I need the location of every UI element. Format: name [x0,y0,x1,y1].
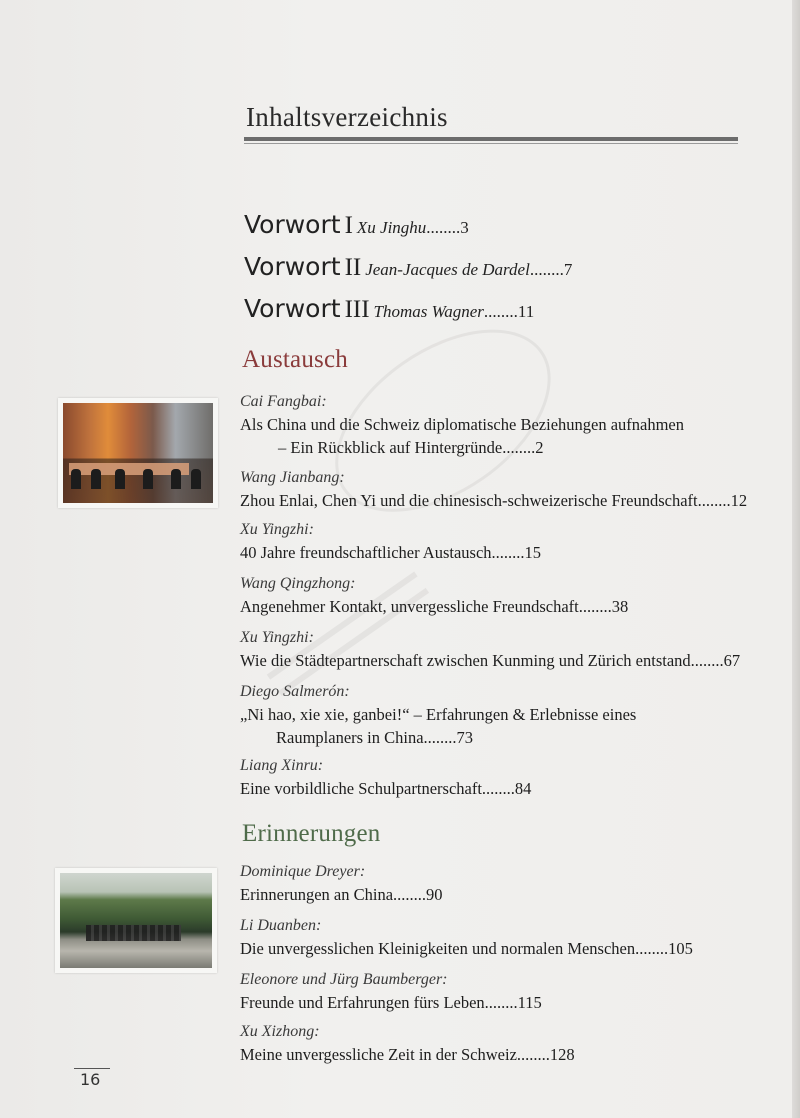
page-number-rule [74,1068,110,1069]
vorwort-page: ........11 [483,302,535,321]
entry-author: Li Duanben: [240,917,322,934]
vorwort-numeral: II [344,254,362,281]
toc-entry [240,390,795,459]
toc-entry [240,914,795,960]
entry-author: Wang Jianbang: [240,469,345,486]
photo-group-in-park [55,868,217,973]
entry-title: Erinnerungen an China........90 [240,885,443,904]
photo-figure [171,469,181,489]
entry-author: Diego Salmerón: [240,683,350,700]
entry-title: Als China und die Schweiz diplomatische Beziehungen aufnahmen [240,415,685,434]
entry-author: Xu Yingzhi: [240,629,314,646]
toc-entry [240,680,795,749]
toc-entry [240,968,795,1014]
photo-figure [191,469,201,489]
toc-entry [240,754,795,800]
entry-title: „Ni hao, xie xie, ganbei!“ – Erfahrungen & Erlebnisse eines [240,705,637,724]
entry-title: Eine vorbildliche Schulpartnerschaft........84 [240,779,532,798]
toc-entry-vorwort-1 [244,210,469,240]
heading-rule [244,137,738,141]
toc-entry [240,572,795,618]
heading-rule-thin [244,143,738,144]
vorwort-page: ........3 [426,218,469,237]
entry-author: Cai Fangbai: [240,393,327,410]
toc-entry [240,1020,795,1066]
toc-entry-vorwort-3 [244,294,534,324]
toc-entry [240,518,795,564]
entry-author: Xu Yingzhi: [240,521,314,538]
entry-title: Die unvergesslichen Kleinigkeiten und normalen Menschen........105 [240,939,693,958]
entry-title-continued: Raumplaners in China........73 [276,728,474,747]
photo-diplomatic-meeting [58,398,218,508]
page-number: 16 [80,1070,101,1089]
entry-author: Wang Qingzhong: [240,575,356,592]
section-title-austausch: Austausch [242,346,348,373]
vorwort-title: Vorwort [244,294,341,323]
section-title-erinnerungen: Erinnerungen [242,820,381,847]
entry-title: Wie die Städtepartnerschaft zwischen Kunming und Zürich entstand........67 [240,651,741,670]
photo-figure [91,469,101,489]
toc-entry [240,860,795,906]
entry-author: Eleonore und Jürg Baumberger: [240,971,448,988]
photo-group-figures [86,925,181,941]
vorwort-author: Thomas Wagner [373,302,484,321]
toc-heading: Inhaltsverzeichnis [246,102,448,132]
entry-title: Zhou Enlai, Chen Yi und die chinesisch-schweizerische Freundschaft........12 [240,491,748,510]
vorwort-author: Xu Jinghu [356,218,427,237]
vorwort-numeral: I [344,212,353,239]
photo-figure [71,469,81,489]
photo-figure [115,469,125,489]
entry-author: Xu Xizhong: [240,1023,320,1040]
entry-title-continued: – Ein Rückblick auf Hintergründe........2 [278,438,544,457]
vorwort-numeral: III [344,296,370,323]
vorwort-page: ........7 [529,260,573,279]
entry-title: Meine unvergessliche Zeit in der Schweiz........128 [240,1045,575,1064]
entry-title: Angenehmer Kontakt, unvergessliche Freundschaft........38 [240,597,629,616]
entry-author: Liang Xinru: [240,757,324,774]
entry-title: Freunde und Erfahrungen fürs Leben........115 [240,993,542,1012]
toc-entry-vorwort-2 [244,252,572,282]
vorwort-author: Jean-Jacques de Dardel [365,260,530,279]
vorwort-title: Vorwort [244,210,341,239]
entry-author: Dominique Dreyer: [240,863,366,880]
photo-figure [143,469,153,489]
toc-entry [240,466,795,512]
toc-entry [240,626,795,672]
entry-title: 40 Jahre freundschaftlicher Austausch........15 [240,543,542,562]
vorwort-title: Vorwort [244,252,341,281]
